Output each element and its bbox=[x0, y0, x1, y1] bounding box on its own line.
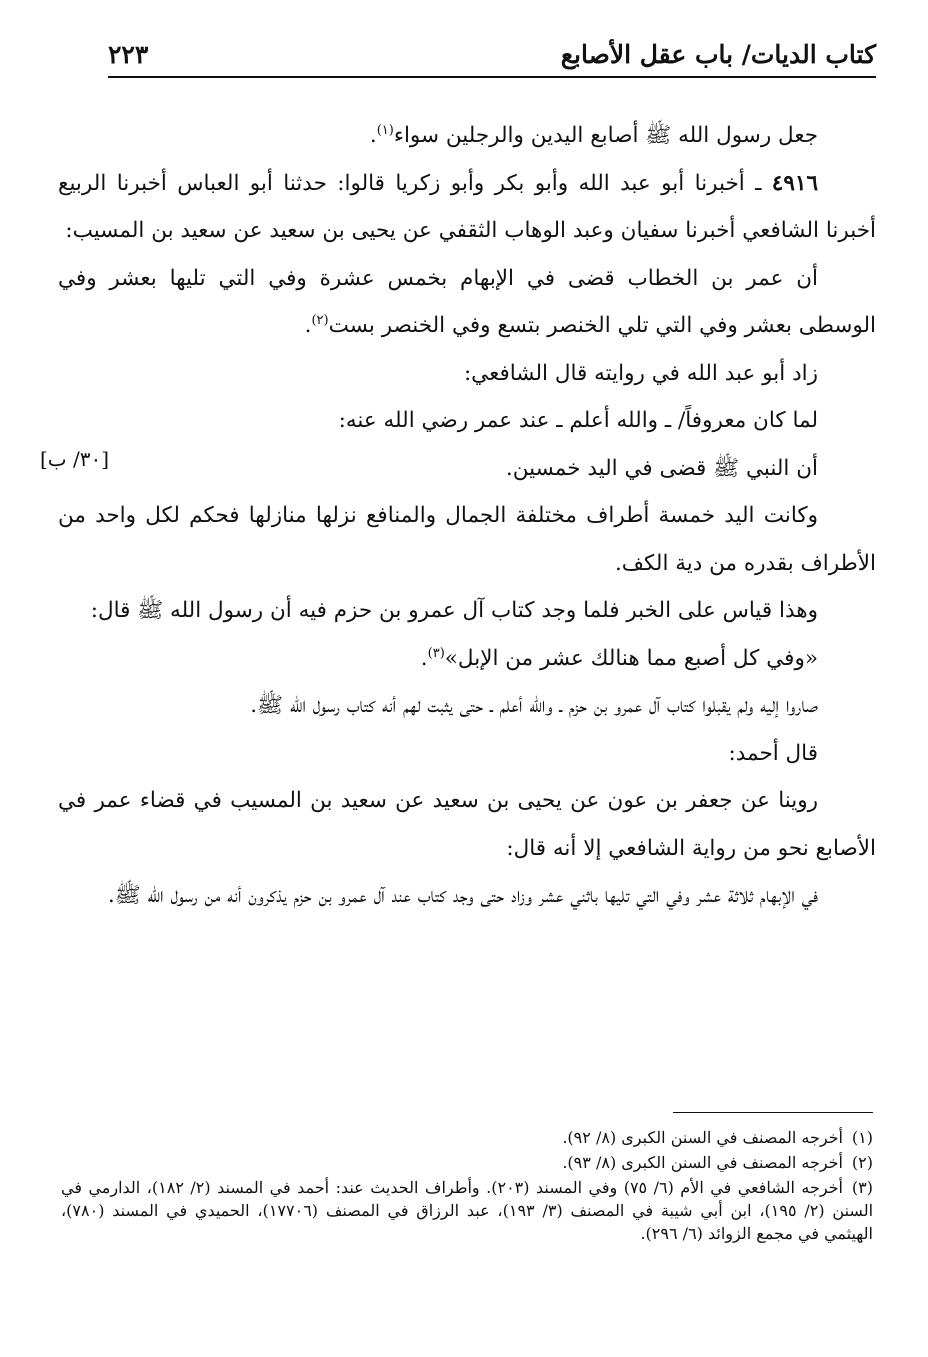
page-number: ٢٢٣ bbox=[108, 40, 149, 69]
paragraph-text: أن عمر بن الخطاب قضى في الإبهام بخمس عشرة وفي التي تليها بعشر وفي الوسطى بعشر وفي التي تلي الخنصر بتسع وفي الخنصر بست bbox=[58, 265, 876, 338]
paragraph-text: لما كان معروفاً/ ـ والله أعلم ـ عند عمر رضي الله عنه: bbox=[338, 408, 818, 433]
footnote-ref[interactable]: (٢) bbox=[311, 312, 329, 328]
hadith-number: ٤٩١٦ bbox=[771, 170, 818, 196]
footnote bbox=[61, 1126, 873, 1149]
footnote-text: أخرجه الشافعي في الأم (٦/ ٧٥) وفي المسند (٢٠٣). وأطراف الحديث عند: أحمد في المسند (٢/ ١٨٢)، الدارمي في السنن (٢/ ١٩٥)، ابن أبي شيبة في المصنف (٣/ ١٩٣)، عبد الرزاق في المصنف (١٧٧٠٦)، الحميدي في المسند (٧٨٠)، الهيثمي في مجمع الزوائد (٦/ ٢٩٦). bbox=[61, 1178, 874, 1243]
paragraph-text: في الإبهام ثلاثة عشر وفي التي تليها باثني عشر وزاد حتى وجد كتاب عند آل عمرو بن حزم يذكرون أنه من رسول الله ﷺ. bbox=[107, 883, 818, 908]
paragraph bbox=[58, 397, 876, 445]
paragraph bbox=[58, 730, 876, 778]
paragraph-text: قال أحمد: bbox=[728, 740, 818, 766]
paragraph-text: صاروا إليه ولم يقبلوا كتاب آل عمرو بن حزم ـ والله أعلم ـ حتى يثبت لهم أنه كتاب رسول الله ﷺ. bbox=[250, 693, 818, 718]
paragraph-text: زاد أبو عبد الله في روايته قال الشافعي: bbox=[463, 360, 818, 386]
paragraph bbox=[58, 587, 876, 635]
footnote bbox=[61, 1176, 873, 1245]
paragraph-text: وكانت اليد خمسة أطراف مختلفة الجمال والمنافع نزلها منازلها فحكم لكل واحد من الأطراف بقدره من دية الكف. bbox=[58, 503, 876, 576]
footnote-ref[interactable]: (١) bbox=[376, 122, 394, 138]
footnote-separator bbox=[673, 1112, 873, 1113]
manuscript-folio-marker: [٣٠/ ب] bbox=[40, 447, 110, 471]
footnotes bbox=[61, 1126, 873, 1247]
paragraph-text: «وفي كل أصبع مما هنالك عشر من الإبل» bbox=[444, 645, 818, 671]
paragraph bbox=[58, 350, 876, 398]
footnote bbox=[61, 1151, 873, 1174]
footnote-label: (١) bbox=[851, 1128, 873, 1147]
paragraph bbox=[58, 445, 876, 493]
paragraph: أن عمر بن الخطاب قضى في الإبهام بخمس عشرة وفي التي تليها بعشر وفي الوسطى بعشر وفي التي تلي الخنصر بتسع وفي الخنصر بست$^{(٢)}$. bbox=[58, 265, 876, 338]
paragraph bbox=[58, 872, 876, 920]
paragraph-text: ـ أخبرنا أبو عبد الله وأبو بكر وأبو زكريا قالوا: حدثنا أبو العباس أخبرنا الربيع أخبرنا الشافعي أخبرنا سفيان وعبد الوهاب الثقفي عن يحيى بن سعيد عن سعيد بن المسيب: bbox=[58, 170, 876, 243]
paragraph-text: جعل رسول الله ﷺ أصابع اليدين والرجلين سواء bbox=[393, 123, 818, 148]
hadith-paragraph bbox=[58, 160, 876, 255]
paragraph: جعل رسول الله ﷺ أصابع اليدين والرجلين سواء$^{(١)}$. bbox=[369, 122, 818, 148]
paragraph bbox=[58, 682, 876, 730]
page-header bbox=[108, 36, 876, 78]
paragraph bbox=[58, 777, 876, 872]
paragraph: «وفي كل أصبع مما هنالك عشر من الإبل»$^{(٣)}$. bbox=[420, 645, 818, 671]
paragraph-text: وهذا قياس على الخبر فلما وجد كتاب آل عمرو بن حزم فيه أن رسول الله ﷺ قال: bbox=[90, 598, 818, 623]
footnote-text: أخرجه المصنف في السنن الكبرى (٨/ ٩٢). bbox=[562, 1128, 843, 1147]
footnote-ref[interactable]: (٣) bbox=[427, 645, 445, 661]
main-text bbox=[58, 112, 876, 920]
paragraph-text: أن النبي ﷺ قضى في اليد خمسين. bbox=[505, 455, 818, 481]
paragraph-text: روينا عن جعفر بن عون عن يحيى بن سعيد عن سعيد بن المسيب في قضاء عمر في الأصابع نحو من رواية الشافعي إلا أنه قال: bbox=[58, 788, 876, 861]
header-rule bbox=[108, 76, 876, 78]
footnote-label: (٣) bbox=[851, 1178, 873, 1197]
footnote-label: (٢) bbox=[851, 1153, 873, 1172]
paragraph bbox=[58, 492, 876, 587]
running-title: كتاب الديات/ باب عقل الأصابع bbox=[560, 40, 876, 69]
footnote-text: أخرجه المصنف في السنن الكبرى (٨/ ٩٣). bbox=[562, 1153, 843, 1172]
